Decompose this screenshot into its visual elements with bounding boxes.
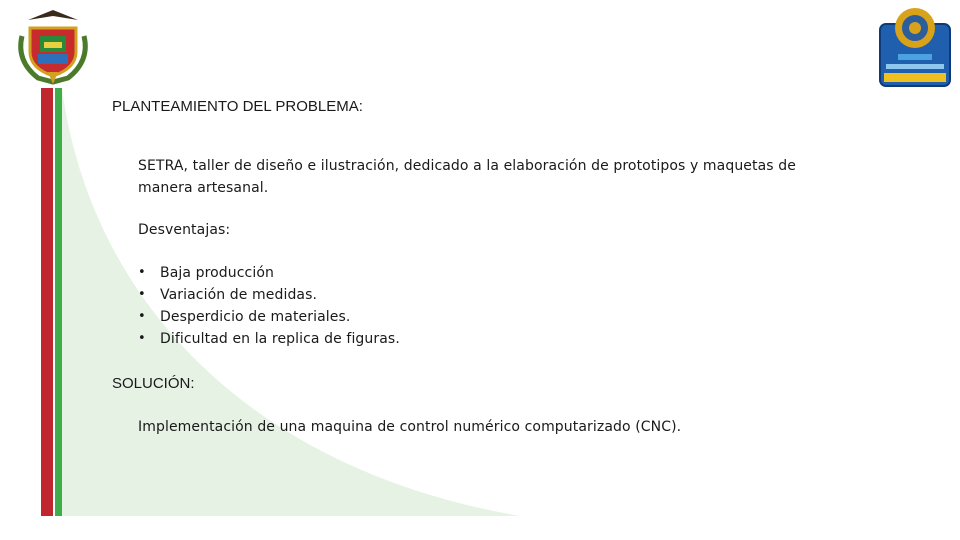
list-item: [138, 262, 400, 284]
coat-of-arms-icon: [8, 6, 98, 86]
list-item-text: Dificultad en la replica de figuras.: [160, 331, 400, 347]
slide-title: PLANTEAMIENTO DEL PROBLEMA:: [112, 98, 363, 115]
list-item-text: Baja producción: [160, 265, 274, 281]
disadvantages-label: Desventajas:: [138, 222, 231, 238]
green-stripe: [55, 88, 62, 516]
solution-text: Implementación de una maquina de control numérico computarizado (CNC).: [138, 419, 682, 435]
list-item: [138, 284, 400, 306]
list-item-text: Variación de medidas.: [160, 287, 318, 303]
bullet-icon: •: [138, 309, 146, 324]
red-stripe: [41, 88, 53, 516]
bullet-icon: •: [138, 265, 146, 280]
problem-description: SETRA, taller de diseño e ilustración, dedicado a la elaboración de prototipos y maquetas de manera artesanal.: [138, 158, 796, 196]
list-item-text: Desperdicio de materiales.: [160, 309, 351, 325]
bullet-icon: •: [138, 287, 146, 302]
solution-heading: SOLUCIÓN:: [112, 375, 195, 392]
list-item: [138, 328, 400, 350]
white-stripe: [53, 88, 55, 516]
bullet-icon: •: [138, 331, 146, 346]
mechatronics-logo-icon: [878, 4, 952, 88]
list-item: [138, 306, 400, 328]
disadvantages-list: [138, 262, 400, 350]
